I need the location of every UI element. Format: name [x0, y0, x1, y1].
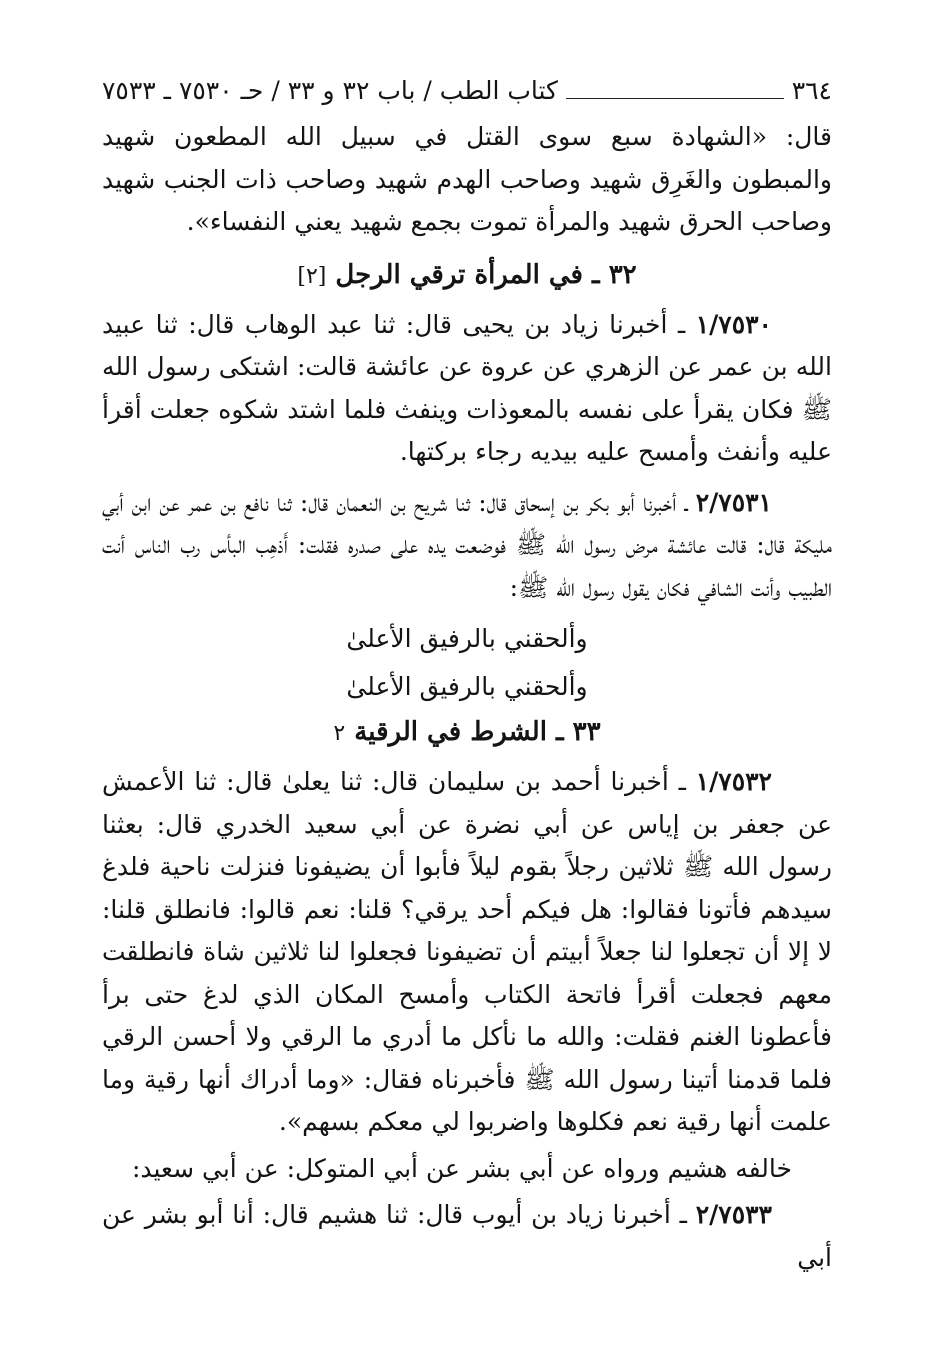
hadith-7533: [102, 1194, 832, 1279]
hadith-number: ٢/٧٥٣١: [695, 487, 772, 517]
chapter-heading-33: [102, 711, 832, 755]
hadith-number: ٢/٧٥٣٣: [695, 1200, 772, 1229]
hadith-text: ـ أخبرنا أبو بكر بن إسحاق قال: ثنا شريح بن النعمان قال: ثنا نافع بن عمر عن ابن أبي مليكة قال: قالت عائشة مرض رسول الله ﷺ فوضعت يده على صدره فقلت: أَذهِب البأس رب الناس أنت الطبيب وأنت الشافي فكان يقول رسول الله ﷺ:: [102, 487, 832, 602]
narration-note: خالفه هشيم ورواه عن أبي بشر عن أبي المتوكل: عن أبي سعيد:: [131, 1153, 792, 1183]
chapter-count: [٢]: [297, 263, 327, 289]
hadith-7531: [102, 482, 832, 610]
hadith-number: ١/٧٥٣٢: [695, 767, 772, 796]
paragraph-shahada: قال: «الشهادة سبع سوى القتل في سبيل الله المطعون شهيد والمبطون والغَرِق شهيد وصاحب الهدم شهيد وصاحب ذات الجنب شهيد وصاحب الحرق شهيد والمرأة تموت بجمع شهيد يعني النفساء».: [102, 122, 832, 236]
chapter-title: ٣٢ ـ في المرأة ترقي الرجل: [335, 259, 637, 290]
page-number: ٣٦٤: [791, 75, 832, 105]
verse-line: وألحقني بالرفيق الأعلىٰ: [346, 672, 588, 701]
hadith-number: ١/٧٥٣٠: [695, 309, 772, 339]
hadith-text: ـ أخبرنا أحمد بن سليمان قال: ثنا يعلىٰ قال: ثنا الأعمش عن جعفر بن إياس عن أبي نضرة عن أبي سعيد الخدري قال: بعثنا رسول الله ﷺ ثلاثين رجلاً بقوم ليلاً فأبوا أن يضيفونا فنزلت ناحية فلدغ سيدهم فأتونا فقالوا: هل فيكم أحد يرقي؟ قلنا: نعم قالوا: فانطلق قلنا: لا إلا أن تجعلوا لنا جعلاً أبيتم أن تضيفونا فجعلوا لنا ثلاثين شاة فانطلقت معهم فجعلت أقرأ فاتحة الكتاب وأمسح المكان الذي لدغ حتى برأ فأعطونا الغنم فقلت: والله ما نأكل ما أدري ما الرقي ولا أحسن الرقي فلما قدمنا أتينا رسول الله ﷺ فأخبرناه فقال: «وما أدراك أنها رقية وما علمت أنها رقية نعم فكلوها واضربوا لي معكم بسهم».: [102, 767, 832, 1136]
verse-line: وألحقني بالرفيق الأعلىٰ: [346, 624, 588, 653]
hadith-7532: [102, 761, 832, 1144]
chapter-title: ٣٣ ـ الشرط في الرقية: [354, 717, 601, 747]
page-header: [102, 64, 832, 116]
hadith-text: ـ أخبرنا زياد بن يحيى قال: ثنا عبد الوهاب قال: ثنا عبيد الله بن عمر عن الزهري عن عروة عن عائشة قالت: اشتكى رسول الله ﷺ فكان يقرأ على نفسه بالمعوذات وينفث فلما اشتد شكوه جعلت أقرأ عليه وأنفث وأمسح عليه بيديه رجاء بركتها.: [102, 309, 832, 466]
hadith-text: ـ أخبرنا زياد بن أيوب قال: ثنا هشيم قال: أنا أبو بشر عن أبي: [102, 1200, 832, 1272]
hadith-7530: [102, 304, 832, 474]
chapter-count: ٢: [333, 721, 346, 746]
header-rule: [566, 98, 784, 99]
running-title: كتاب الطب / باب ٣٢ و ٣٣ / حـ ٧٥٣٠ ـ ٧٥٣٣: [102, 75, 558, 105]
chapter-heading-32: [102, 254, 832, 298]
